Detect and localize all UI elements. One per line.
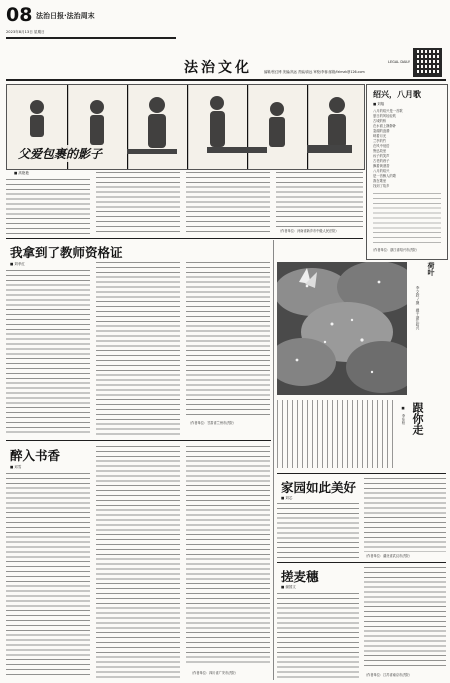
section-rule-2 xyxy=(6,440,271,441)
photo-caption-body: 李文欣/摄 摄于浙江绍兴 xyxy=(416,286,420,330)
poem-line: 古老的巷子 xyxy=(373,159,390,163)
comic-illustration xyxy=(6,84,365,170)
section-rule-4 xyxy=(277,562,446,563)
article-1-source: （作者单位：河南省新乡市中级人民法院） xyxy=(278,229,339,233)
poem-line: 古城的桥 xyxy=(373,119,387,123)
article-4-title: 家园如此美好 xyxy=(281,480,357,495)
article-3-col-2 xyxy=(96,446,180,678)
poem-line: 八月的绍兴是一首歌 xyxy=(373,109,403,113)
article-5-byline: ■ 谢国文 xyxy=(281,585,296,589)
poem-line: 夏日的风轻轻吹 xyxy=(373,114,397,118)
article-1-col-1 xyxy=(6,179,90,235)
header-rule-left xyxy=(6,37,176,39)
article-3-col-3 xyxy=(186,446,270,666)
poem-line: 鉴湖的涟漪 xyxy=(373,129,390,133)
article-6-vertical-text xyxy=(277,400,397,468)
poem-line: 孩子的笑声 xyxy=(373,154,390,158)
masthead-bottom-rule xyxy=(6,79,446,81)
poem-line: 映着月光 xyxy=(373,134,387,138)
header-staff: 编辑/张红博 美编/高远 责编/高远 审校/李蓉 邮箱/fzlmzk@126.com xyxy=(264,70,365,74)
photo-caption xyxy=(412,262,446,395)
poem-title: 绍兴，八月歌 xyxy=(373,89,421,99)
article-5-col-2 xyxy=(364,567,446,670)
article-5-title: 搓麦穗 xyxy=(281,569,319,584)
photo-caption-title: 荷叶 xyxy=(427,262,436,276)
article-1-col-4 xyxy=(276,172,363,227)
article-1-col-2 xyxy=(96,172,180,235)
poem-box xyxy=(366,84,448,260)
article-6-title: 跟你走 xyxy=(411,402,424,435)
comic-title: 父爱包裹的影子 xyxy=(15,145,105,162)
article-2-col-2 xyxy=(96,262,180,436)
poem-line: 是一首醉人的歌 xyxy=(373,174,397,178)
article-3-title: 醉入书香 xyxy=(10,448,61,463)
issue-date: 2023年8月13日 星期日 xyxy=(6,30,45,34)
article-2-source: （作者单位：甘肃省兰州市法院） xyxy=(188,421,236,425)
article-4-source: （作者单位：湖北省武汉市法院） xyxy=(364,554,412,558)
article-3-col-1 xyxy=(6,473,90,678)
poem-line: 八月的绍兴 xyxy=(373,169,390,173)
article-5-source: （作者单位：江苏省南京市法院） xyxy=(364,673,412,677)
page-number: 08 xyxy=(6,4,33,26)
poem-line: 兰亭的竹 xyxy=(373,139,387,143)
article-3-byline: ■ 邓雪 xyxy=(10,465,22,469)
section-rule-3 xyxy=(277,473,446,474)
poem-line: 在水面上静静卧 xyxy=(373,124,397,128)
poem-more-lines xyxy=(373,193,441,243)
article-4-byline: ■ 刘芯 xyxy=(281,496,293,500)
col-separator xyxy=(273,240,274,680)
article-6 xyxy=(277,398,446,470)
article-1 xyxy=(6,170,363,236)
article-4-col-2 xyxy=(364,478,446,552)
article-5-col-1 xyxy=(277,593,359,678)
poem-line: 鲁迅故里 xyxy=(373,149,387,153)
section-rule-1 xyxy=(6,238,363,239)
poem-lines xyxy=(373,109,441,189)
poem-byline: ■ 刘翔 xyxy=(373,102,385,106)
article-4-col-1 xyxy=(277,503,359,558)
poem-line: 飘着黄酒香 xyxy=(373,164,390,168)
article-2-col-3 xyxy=(186,262,270,417)
poem-source: （作者单位：浙江省绍兴市法院） xyxy=(371,248,419,252)
poem-line: 找到了故乡 xyxy=(373,184,390,188)
lotus-image xyxy=(277,262,407,395)
poem-line: 我在歌里 xyxy=(373,179,387,183)
qr-code xyxy=(413,48,442,77)
article-3-source: （作者单位：四川省广安市法院） xyxy=(190,671,238,675)
legal-daily: LEGAL DAILY xyxy=(388,60,411,64)
lotus-photo xyxy=(277,262,407,395)
article-2-title: 我拿到了教师资格证 xyxy=(10,245,123,260)
article-1-col-3 xyxy=(186,172,270,235)
poem-line: 在风中低语 xyxy=(373,144,390,148)
masthead xyxy=(6,3,446,78)
section-title: 法治文化 xyxy=(184,60,252,76)
paper-name: 法治日报·法治周末 xyxy=(36,12,95,20)
article-2-byline: ■ 刘孝红 xyxy=(10,262,25,266)
article-2-col-1 xyxy=(6,270,90,436)
article-6-byline: ■ 李东柏 xyxy=(401,406,405,425)
article-1-byline: ■ 高艳艳 xyxy=(14,171,29,175)
